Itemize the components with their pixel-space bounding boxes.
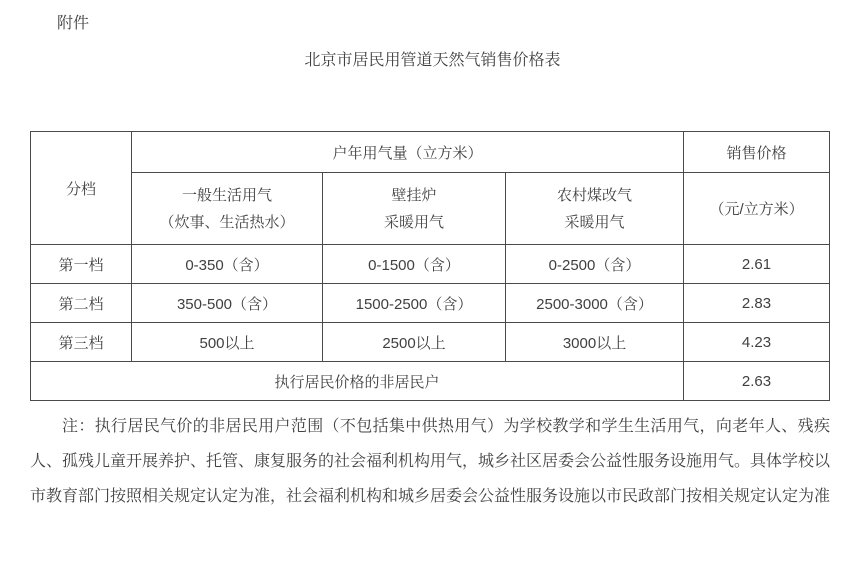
- footnote-paragraph: 注：执行居民气价的非居民用户范围（不包括集中供热用气）为学校教学和学生生活用气，向老年人、残疾人、孤残儿童开展养护、托管、康复服务的社会福利机构用气，城乡社区居委会公益性服务设施用气。具体学校以市教育部门按照相关规定认定为准，社会福利机构和城乡居委会公益性服务设施以市民政部门按相关规定认定为准: [30, 418, 831, 505]
- general-usage-cell: 350-500（含）: [132, 284, 323, 323]
- header-general-use-cell: [132, 173, 323, 245]
- rural-coal-usage-cell: 2500-3000（含）: [506, 284, 684, 323]
- non-resident-price-cell: 2.63: [684, 362, 830, 401]
- header-rural-coal-line1: 农村煤改气: [557, 186, 633, 204]
- rural-coal-usage-cell: 0-2500（含）: [506, 245, 684, 284]
- header-price-cell: 销售价格: [684, 132, 830, 173]
- gas-price-table: [30, 131, 830, 401]
- header-wall-boiler-line1: 壁挂炉: [391, 186, 437, 204]
- header-price-unit-cell: （元/立方米）: [684, 173, 830, 245]
- tier-cell: 第二档: [31, 284, 132, 323]
- header-row-2: [31, 173, 830, 245]
- header-wall-boiler-line2: 采暖用气: [383, 213, 444, 231]
- wall-boiler-usage-cell: 2500以上: [323, 323, 506, 362]
- page-title: 北京市居民用管道天然气销售价格表: [304, 52, 561, 69]
- general-usage-cell: 0-350（含）: [132, 245, 323, 284]
- header-usage-group-cell: 户年用气量（立方米）: [132, 132, 684, 173]
- attachment-label: 附件: [57, 15, 90, 32]
- general-usage-cell: 500以上: [132, 323, 323, 362]
- header-rural-coal-cell: [506, 173, 684, 245]
- wall-boiler-usage-cell: 0-1500（含）: [323, 245, 506, 284]
- header-general-use-line1: 一般生活用气: [181, 186, 272, 204]
- tier-cell: 第一档: [31, 245, 132, 284]
- header-row-1: [31, 132, 830, 173]
- header-rural-coal-line2: 采暖用气: [564, 213, 625, 231]
- rural-coal-usage-cell: 3000以上: [506, 323, 684, 362]
- price-cell: 4.23: [684, 323, 830, 362]
- wall-boiler-usage-cell: 1500-2500（含）: [323, 284, 506, 323]
- table-row-tier3: [31, 323, 830, 362]
- header-tier-cell: 分档: [31, 132, 132, 245]
- table-row-tier2: [31, 284, 830, 323]
- header-wall-boiler-cell: [323, 173, 506, 245]
- non-resident-label-cell: 执行居民价格的非居民户: [31, 362, 684, 401]
- tier-cell: 第三档: [31, 323, 132, 362]
- table-row-tier1: [31, 245, 830, 284]
- table-row-non-resident: [31, 362, 830, 401]
- price-cell: 2.61: [684, 245, 830, 284]
- price-cell: 2.83: [684, 284, 830, 323]
- header-general-use-line2: （炊事、生活热水）: [159, 213, 295, 231]
